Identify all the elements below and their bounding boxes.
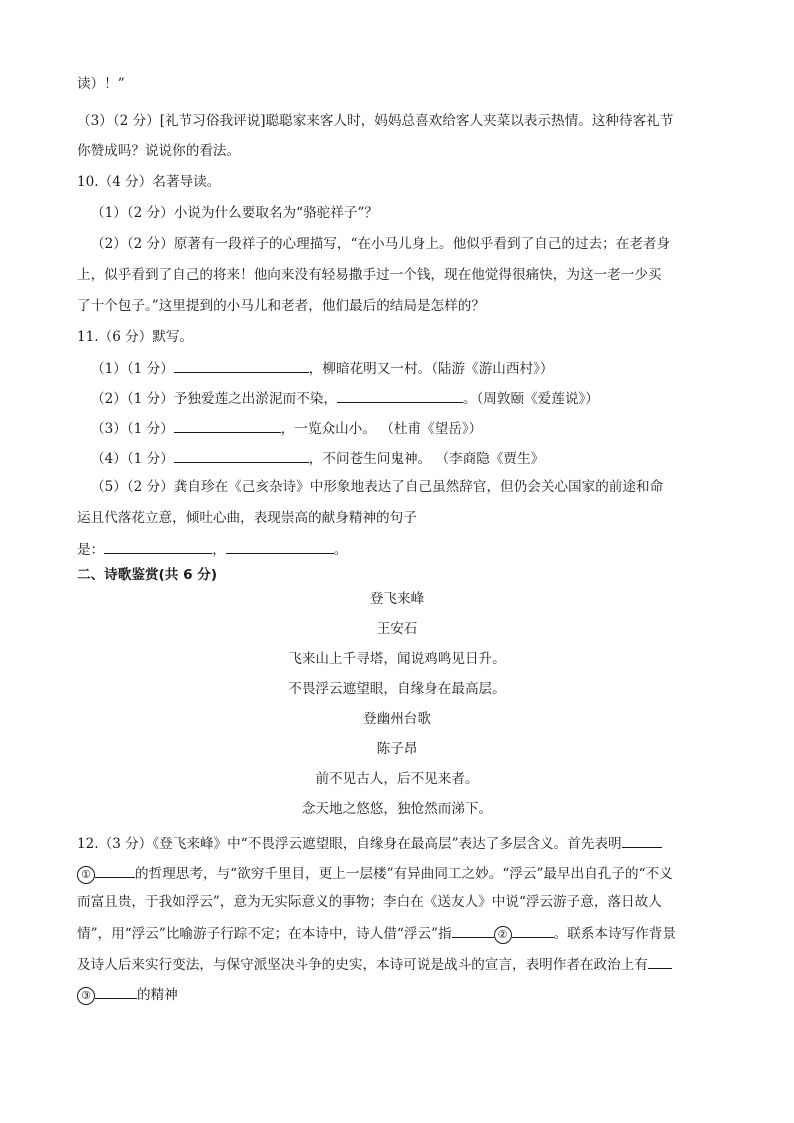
poem-title: 登飞来峰 <box>369 591 425 607</box>
text-line: 运且代落花立意，倾吐心曲，表现崇高的献身精神的句子 <box>77 510 417 526</box>
comma: ， <box>212 542 226 558</box>
text-line <box>77 983 178 1005</box>
answer-blank[interactable] <box>174 357 309 373</box>
item-text: ，一览众山小。 （杜甫《望岳》） <box>280 421 483 437</box>
item-text: 及诗人后来实行变法，与保守派坚决斗争的史实，本诗可说是战斗的宣言，表明作者在政治上有 <box>77 957 648 973</box>
question-9-3: （3）（2 分）[礼节习俗我评说]聪聪家来客人时，妈妈总喜欢给客人夹菜以表示热情。这种待客礼节 <box>77 113 674 129</box>
text-line: 而富且贵，于我如浮云”，意为无实际意义的事物；李白在《送友人》中说“浮云游子意，落日故人 <box>77 894 662 910</box>
question-10-1: （1）（2 分）小说为什么要取名为“骆驼祥子”？ <box>91 205 378 221</box>
poem-line: 念天地之悠悠，独怆然而涕下。 <box>301 801 493 817</box>
item-prefix: 是： <box>77 542 105 558</box>
dictation-3 <box>91 417 482 439</box>
answer-blank[interactable] <box>452 922 494 938</box>
poem-line: 不畏浮云遮望眼，自缘身在最高层。 <box>288 681 506 697</box>
question-10-title: 10.（4 分）名著导读。 <box>77 174 221 190</box>
question-11-title: 11.（6 分）默写。 <box>77 329 194 345</box>
poem-title: 登幽州台歌 <box>363 711 431 727</box>
blank-number-2: ② <box>494 926 512 944</box>
blank-number-1: ① <box>77 866 95 884</box>
answer-blank[interactable] <box>337 387 463 403</box>
poem-line: 飞来山上千寻塔，闻说鸡鸣见日升。 <box>288 651 506 667</box>
item-text: （2）（1 分）予独爱莲之出淤泥而不染， <box>91 391 337 407</box>
answer-blank[interactable] <box>104 538 212 554</box>
poem-line: 前不见古人，后不见来者。 <box>315 771 479 787</box>
dictation-1 <box>91 357 553 379</box>
dictation-5: （5）（2 分）龚自珍在《己亥杂诗》中形象地表达了自己虽然辞官，但仍会关心国家的前途和命 <box>91 479 664 495</box>
question-12 <box>77 832 662 854</box>
item-text: 。联系本诗写作背景 <box>553 926 676 942</box>
item-text: ，不问苍生问鬼神。 （李商隐《贾生》 <box>308 451 545 467</box>
poem-author: 陈子昂 <box>376 741 418 757</box>
item-text: 12.（3 分）《登飞来峰》中“不畏浮云遮望眼，自缘身在最高层”表达了多层含义。首先表明 <box>77 836 622 852</box>
dictation-5-answer <box>77 538 347 560</box>
section-heading: 二、诗歌鉴赏(共 6 分) <box>77 567 218 583</box>
item-text: 的哲理思考，与“欲穷千里目，更上一层楼”有异曲同工之妙。“浮云”最早出自孔子的“不义 <box>135 866 673 882</box>
text-line <box>77 953 672 975</box>
dictation-4 <box>91 447 544 469</box>
item-text: 的精神 <box>137 987 178 1003</box>
period: 。 <box>333 542 348 558</box>
item-text: ，柳暗花明又一村。（陆游《游山西村》） <box>308 361 554 377</box>
item-prefix: （4）（1 分） <box>91 451 174 467</box>
text-line: 上，似乎看到了自己的将来！他向来没有轻易撒手过一个钱，现在他觉得很痛快，为这一老一少买 <box>77 267 662 283</box>
item-text: 情”，用“浮云”比喻游子行踪不定；在本诗中，诗人借“浮云”指 <box>77 926 452 942</box>
answer-blank[interactable] <box>648 953 672 969</box>
question-10-2: （2）（2 分）原著有一段祥子的心理描写，“在小马儿身上。他似乎看到了自己的过去；在老者身 <box>91 236 671 252</box>
text-line <box>77 922 676 944</box>
answer-blank[interactable] <box>622 832 662 848</box>
item-text: 。（周敦颐《爱莲说》） <box>462 391 599 407</box>
answer-blank[interactable] <box>512 922 554 938</box>
answer-blank[interactable] <box>226 538 334 554</box>
answer-blank[interactable] <box>174 447 309 463</box>
item-prefix: （1）（1 分） <box>91 361 174 377</box>
answer-blank[interactable] <box>174 417 281 433</box>
dictation-2 <box>91 387 599 409</box>
answer-blank[interactable] <box>95 862 135 878</box>
blank-number-3: ③ <box>77 987 95 1005</box>
text-line: 读）！” <box>77 76 125 92</box>
text-line: 你赞成吗？说说你的看法。 <box>77 143 241 159</box>
text-line: 了十个包子。”这里提到的小马儿和老者，他们最后的结局是怎样的？ <box>77 298 485 314</box>
poem-author: 王安石 <box>376 621 418 637</box>
text-line <box>77 862 673 884</box>
item-prefix: （3）（1 分） <box>91 421 174 437</box>
answer-blank[interactable] <box>95 983 137 999</box>
